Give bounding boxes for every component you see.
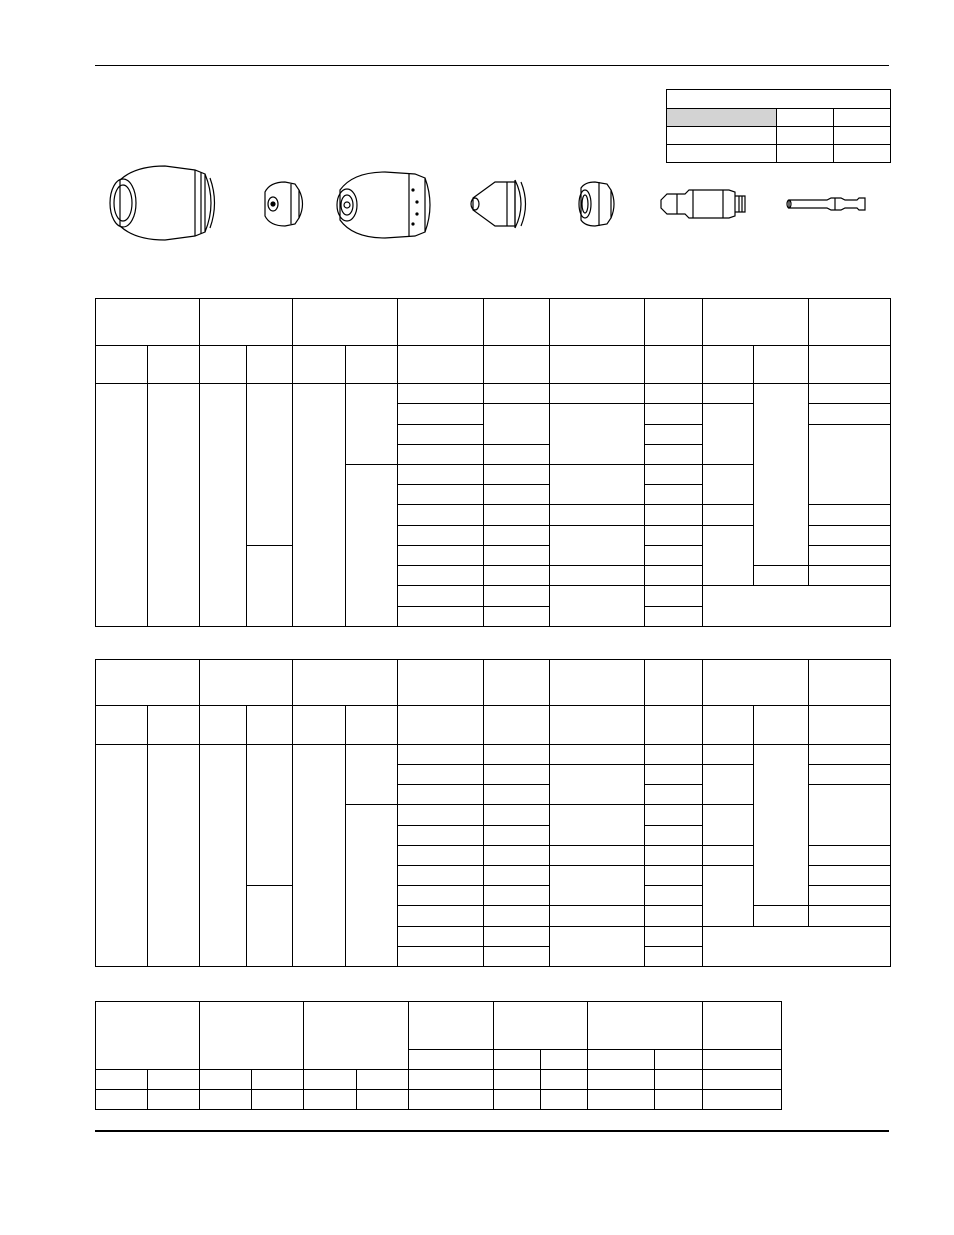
cut-chart-table-3	[95, 1001, 782, 1110]
key-table-title-cell	[667, 90, 891, 109]
footer-rule	[95, 1130, 889, 1132]
shield-cap-icon	[110, 166, 215, 240]
header-rule	[95, 65, 889, 66]
key-table-shaded-cell	[667, 109, 777, 127]
shield-icon	[265, 182, 303, 226]
key-table	[666, 89, 891, 163]
nozzle-icon	[471, 180, 526, 228]
consumable-parts-illustration	[95, 160, 889, 250]
water-tube-icon	[787, 198, 865, 210]
cut-chart-table-1	[95, 298, 891, 627]
electrode-icon	[661, 190, 745, 218]
cut-chart-table-2	[95, 659, 891, 967]
swirl-ring-icon	[579, 182, 614, 226]
retaining-cap-icon	[337, 172, 430, 238]
